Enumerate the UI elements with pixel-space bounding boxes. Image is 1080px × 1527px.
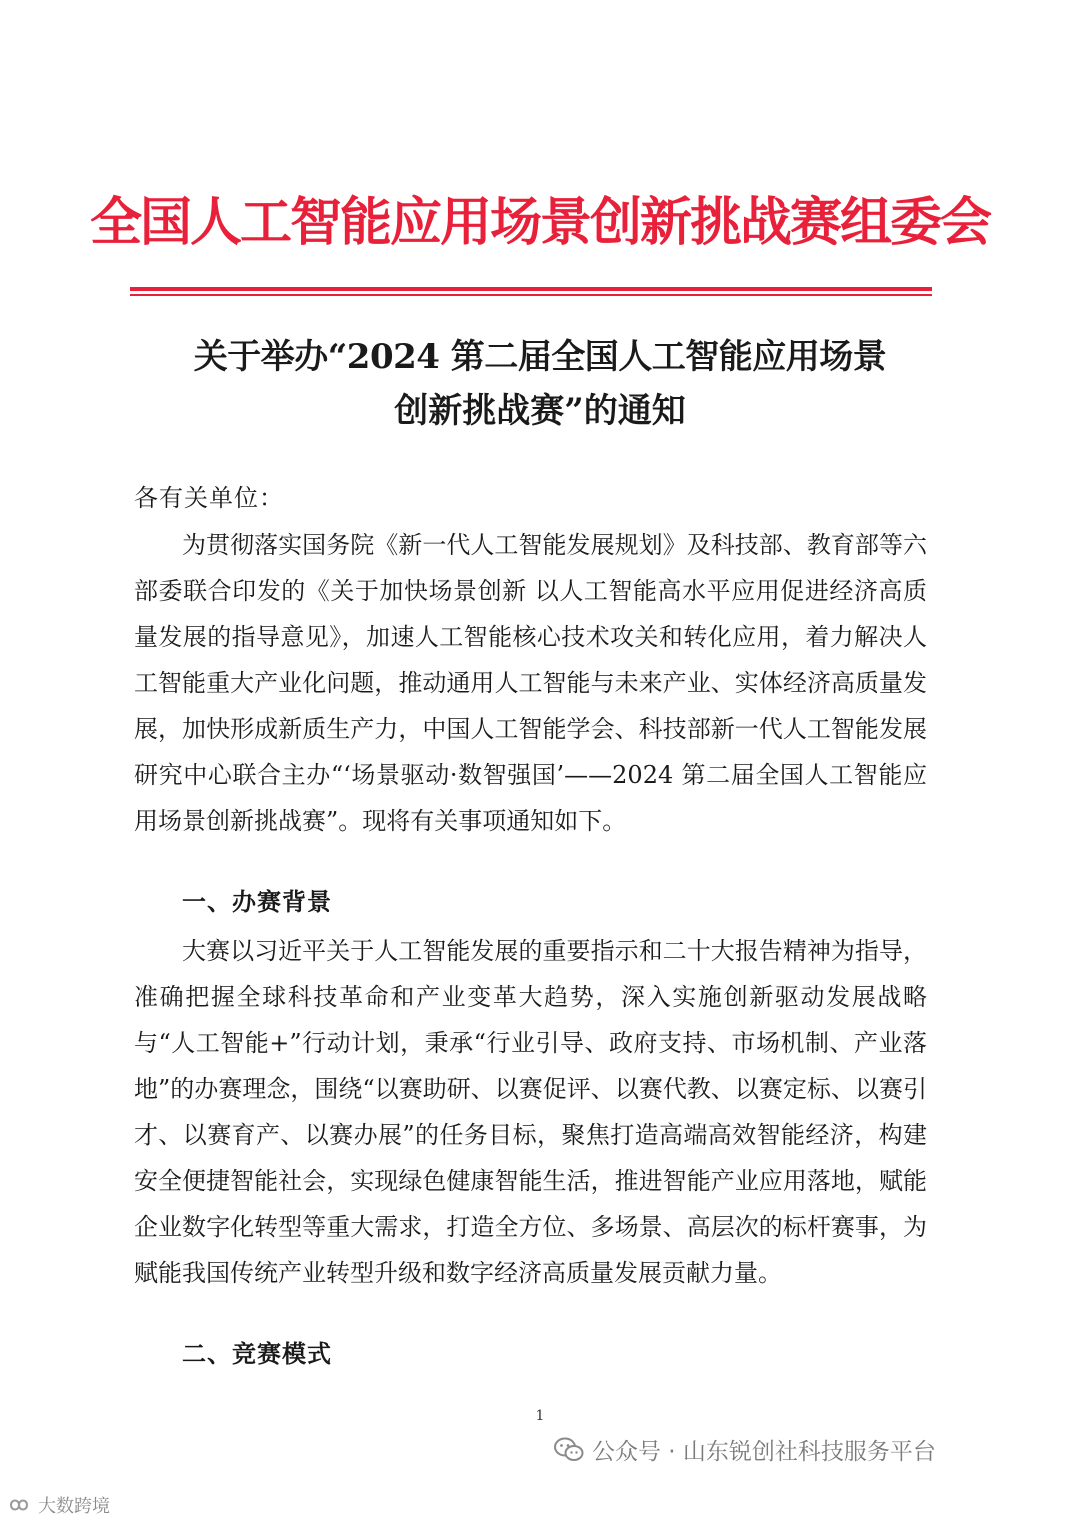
title-line-1: 关于举办“2024 第二届全国人工智能应用场景 bbox=[193, 337, 887, 377]
title-line-2: 创新挑战赛”的通知 bbox=[394, 391, 686, 431]
watermark-text: 大数跨境 bbox=[38, 1496, 110, 1517]
salutation: 各有关单位： bbox=[134, 484, 284, 512]
wechat-account-label bbox=[554, 1433, 936, 1466]
paragraph-intro: 为贯彻落实国务院《新一代人工智能发展规划》及科技部、教育部等六部委联合印发的《关于加快场景创新 以人工智能高水平应用促进经济高质量发展的指导意见》，加速人工智能核心技术攻关和转化应用，着力解决人工智能重大产业化问题，推动通用人工智能与未来产业、实体经济高质量发展，加快形成新质生产力，中国人工智能学会、科技部新一代人工智能发展研究中心联合主办“‘场景驱动·数智强国’——2024 第二届全国人工智能应用场景创新挑战赛”。现将有关事项通知如下。 bbox=[134, 531, 927, 835]
header-rule-thick bbox=[130, 287, 932, 291]
page-number: 1 bbox=[535, 1408, 545, 1424]
header-rule-thin bbox=[130, 294, 932, 296]
watermark-logo-icon bbox=[8, 1495, 34, 1515]
document-title bbox=[0, 330, 1080, 438]
wechat-account-text: 公众号 · 山东锐创社科技服务平台 bbox=[592, 1439, 936, 1465]
watermark bbox=[8, 1492, 110, 1518]
section-heading-competition-mode: 二、竞赛模式 bbox=[182, 1340, 332, 1368]
issuer-header: 全国人工智能应用场景创新挑战赛组委会 bbox=[89, 193, 990, 253]
section-heading-background: 一、办赛背景 bbox=[182, 888, 332, 916]
wechat-icon bbox=[554, 1437, 584, 1463]
paragraph-background: 大赛以习近平关于人工智能发展的重要指示和二十大报告精神为指导，准确把握全球科技革命和产业变革大趋势，深入实施创新驱动发展战略与“人工智能+”行动计划，秉承“行业引导、政府支持、市场机制、产业落地”的办赛理念，围绕“以赛助研、以赛促评、以赛代教、以赛定标、以赛引才、以赛育产、以赛办展”的任务目标，聚焦打造高端高效智能经济，构建安全便捷智能社会，实现绿色健康智能生活，推进智能产业应用落地，赋能企业数字化转型等重大需求，打造全方位、多场景、高层次的标杆赛事，为赋能我国传统产业转型升级和数字经济高质量发展贡献力量。 bbox=[134, 937, 927, 1287]
